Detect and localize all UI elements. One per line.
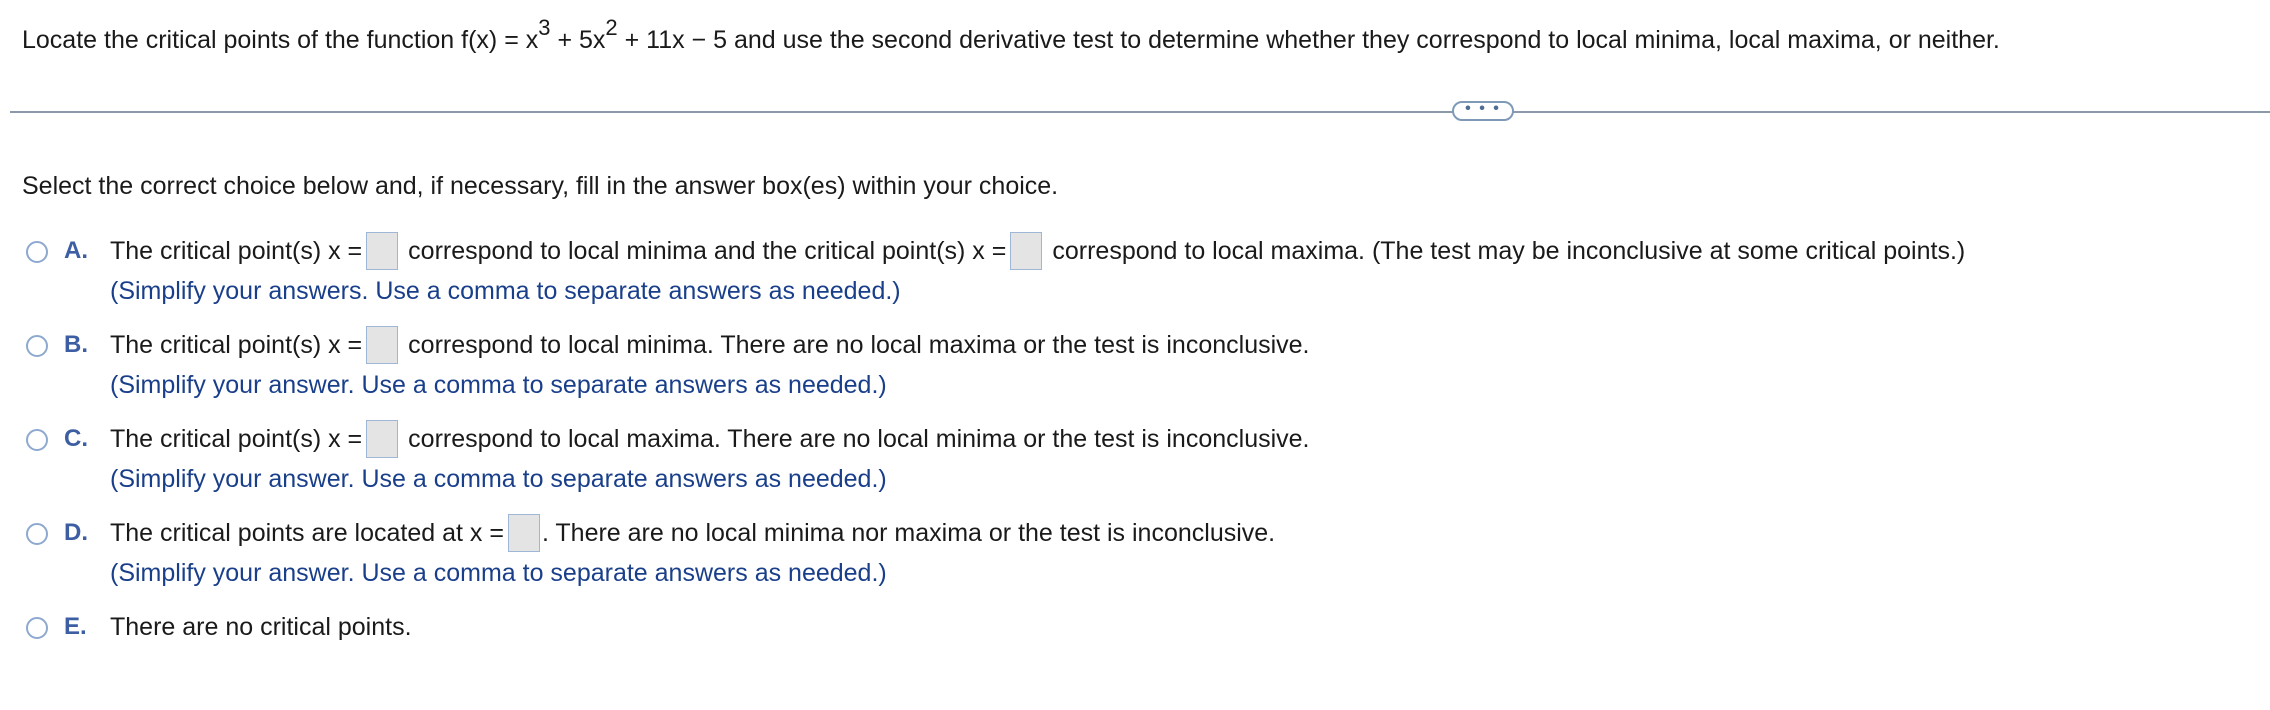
choice-a-text-before: The critical point(s) x = — [110, 237, 363, 265]
choice-c-hint: (Simplify your answer. Use a comma to separate answers as needed.) — [110, 465, 887, 493]
choice-letter-d: D. — [64, 519, 88, 546]
choice-letter-a: A. — [64, 237, 88, 264]
answer-box-b[interactable] — [366, 326, 398, 364]
exponent-3: 3 — [538, 14, 551, 40]
radio-button-b[interactable] — [26, 335, 48, 357]
answer-box-c[interactable] — [366, 420, 398, 458]
choice-c-text-after: correspond to local maxima. There are no local minima or the test is inconclusive. — [408, 425, 1310, 453]
choice-d-text-before: The critical points are located at x = — [110, 519, 504, 547]
choice-b-statement — [110, 326, 1310, 364]
choice-b-text-after: correspond to local minima. There are no local maxima or the test is inconclusive. — [408, 331, 1310, 359]
choice-a-text-after: correspond to local maxima. (The test may be inconclusive at some critical points.) — [1052, 237, 1966, 265]
choice-d-statement — [110, 514, 1275, 552]
choice-a-statement — [110, 232, 1965, 270]
radio-button-c[interactable] — [26, 429, 48, 451]
exponent-2: 2 — [605, 14, 618, 40]
choice-letter-c: C. — [64, 425, 88, 452]
choice-letter-e: E. — [64, 613, 87, 640]
answer-box-a-minima[interactable] — [366, 232, 398, 270]
choice-letter-b: B. — [64, 331, 88, 358]
answer-box-d[interactable] — [508, 514, 540, 552]
choice-b-text-before: The critical point(s) x = — [110, 331, 363, 359]
question-prefix: Locate the critical points of the function f(x) = x — [22, 26, 539, 54]
choice-c-text-before: The critical point(s) x = — [110, 425, 363, 453]
choice-d-text-after: . There are no local minima nor maxima or the test is inconclusive. — [541, 519, 1276, 547]
radio-button-a[interactable] — [26, 241, 48, 263]
question-suffix: + 11x − 5 and use the second derivative test to determine whether they correspond to local minima, local maxima, or neither. — [617, 26, 2000, 54]
question-text — [22, 14, 2000, 58]
instruction-text: Select the correct choice below and, if necessary, fill in the answer box(es) within your choice. — [22, 172, 1059, 200]
radio-button-d[interactable] — [26, 523, 48, 545]
choice-c-statement — [110, 420, 1310, 458]
answer-box-a-maxima[interactable] — [1010, 232, 1042, 270]
choice-a-text-middle: correspond to local minima and the critical point(s) x = — [408, 237, 1007, 265]
more-options-button[interactable]: • • • — [1452, 101, 1514, 121]
section-divider — [10, 111, 2270, 113]
question-mid: + 5x — [550, 26, 606, 54]
choice-b-hint: (Simplify your answer. Use a comma to separate answers as needed.) — [110, 371, 887, 399]
choice-e-statement: There are no critical points. — [110, 613, 412, 641]
choice-a-hint: (Simplify your answers. Use a comma to separate answers as needed.) — [110, 277, 901, 305]
choice-d-hint: (Simplify your answer. Use a comma to separate answers as needed.) — [110, 559, 887, 587]
radio-button-e[interactable] — [26, 617, 48, 639]
